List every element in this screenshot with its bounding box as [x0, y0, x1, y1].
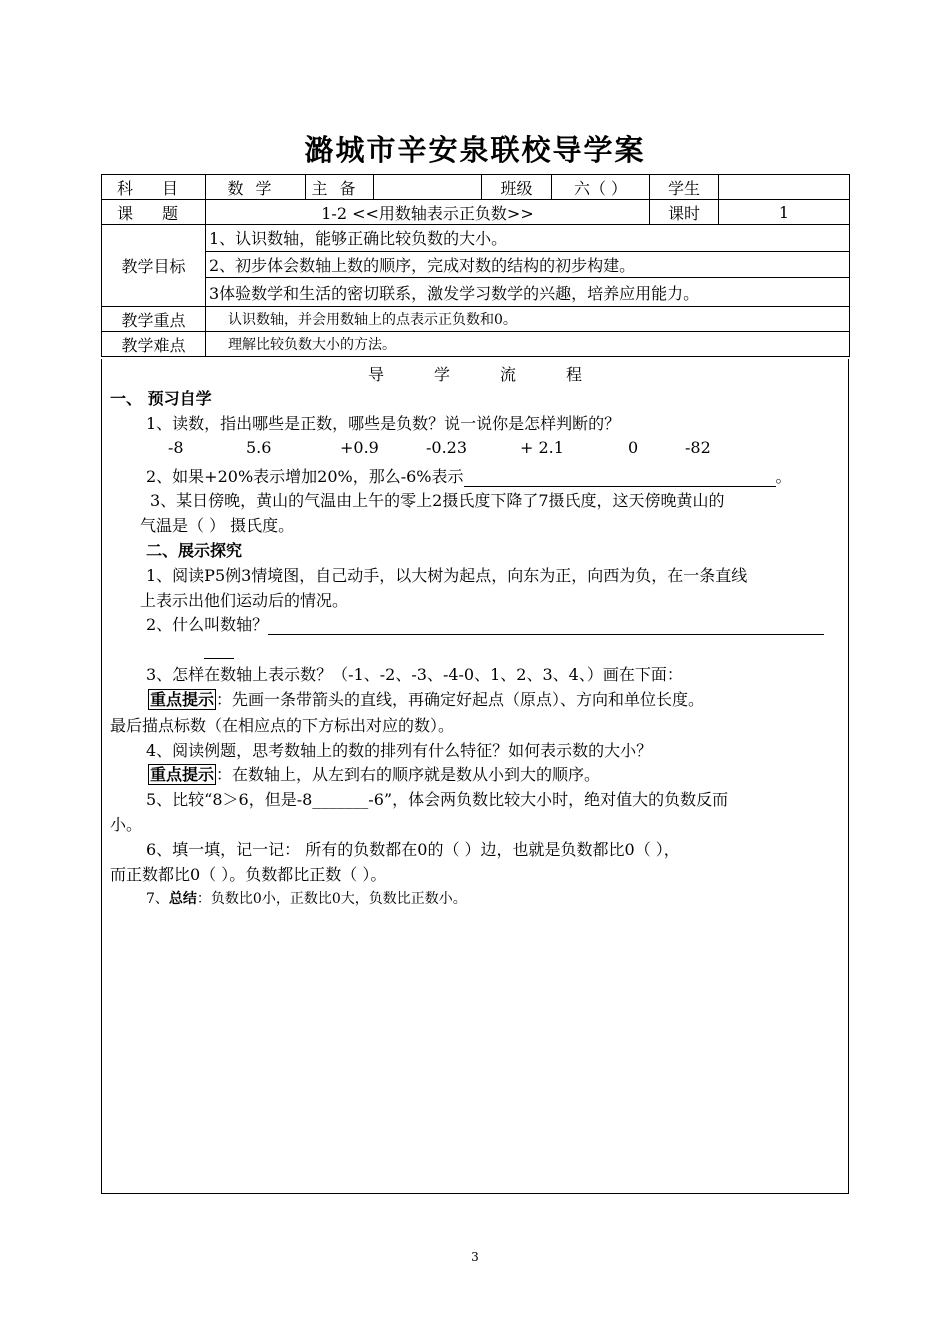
explore-5-line2: 小。 [110, 815, 143, 834]
answer-blank[interactable] [464, 468, 776, 487]
number-item: 0 [628, 438, 639, 457]
flow-title [0, 362, 950, 385]
hint-1-text: ：先画一条带箭头的直线，再确定好起点（原点）、方向和单位长度。 [216, 690, 705, 709]
student-value [719, 175, 850, 200]
explore-6-line2: 而正数都比0（ ）。负数都比正数（ ）。 [110, 865, 387, 884]
explore-2-text: 2、什么叫数轴？ [146, 615, 269, 634]
section2-heading: 二、展示探究 [146, 541, 243, 560]
preparer-label: 主备 [306, 175, 374, 200]
question-3-line2: 气温是（ ） 摄氏度。 [140, 516, 295, 535]
goals-label: 教学目标 [102, 225, 206, 307]
hint-label: 重点提示 [150, 690, 215, 709]
section1-heading: 一、 预习自学 [110, 389, 212, 408]
number-item: + 2.1 [520, 438, 564, 457]
period-label: 课时 [650, 200, 719, 225]
explore-4: 4、阅读例题，思考数轴上的数的排列有什么特征？如何表示数的大小？ [146, 741, 653, 760]
question-1: 1、读数，指出哪些是正数，哪些是负数？说一说你是怎样判断的？ [146, 414, 621, 433]
topic-value: 1-2 <<用数轴表示正负数>> [206, 200, 650, 225]
preparer-value [374, 175, 482, 200]
hint-1-line1 [148, 687, 704, 710]
explore-5-line1: 5、比较“8＞6，但是-8_______-6”，体会两负数比较大小时，绝对值大的负数反而 [146, 790, 729, 809]
student-label: 学生 [650, 175, 719, 200]
flow-title-char: 导 [367, 365, 384, 384]
goal-2: 2、初步体会数轴上数的顺序，完成对数的结构的初步构建。 [206, 251, 850, 278]
hint-1-line2: 最后描点标数（在相应点的下方标出对应的数）。 [110, 716, 455, 735]
subject-value: 数学 [206, 175, 306, 200]
lesson-info-table [101, 174, 850, 357]
key-point-label: 教学重点 [102, 307, 206, 332]
explore-7 [146, 888, 467, 908]
flow-title-char: 学 [433, 365, 450, 384]
summary-text: ：负数比0小，正数比0大，负数比正数小。 [196, 891, 467, 907]
key-point-value: 认识数轴，并会用数轴上的点表示正负数和0。 [206, 307, 850, 332]
period-value: 1 [719, 200, 850, 225]
explore-1-line2: 上表示出他们运动后的情况。 [140, 591, 349, 610]
hint-2 [148, 762, 600, 785]
difficulty-value: 理解比较负数大小的方法。 [206, 332, 850, 357]
explore-2 [146, 612, 824, 635]
document-title: 潞城市辛安泉联校导学案 [304, 133, 646, 167]
answer-blank[interactable] [268, 618, 824, 635]
goal-1: 1、认识数轴，能够正确比较负数的大小。 [206, 225, 850, 252]
answer-blank-continued[interactable] [204, 640, 234, 659]
number-item: -82 [685, 438, 711, 457]
flow-title-char: 程 [566, 365, 583, 384]
question-3-line1: 3、某日傍晚，黄山的气温由上午的零上2摄氏度下降了7摄氏度，这天傍晚黄山的 [150, 491, 725, 510]
number-item: +0.9 [340, 438, 379, 457]
answer-blank[interactable] [204, 644, 234, 659]
question-2 [146, 464, 792, 487]
question-2-text: 2、如果+20%表示增加20%，那么-6%表示 [146, 467, 464, 486]
class-value: 六（ ） [552, 175, 650, 200]
explore-6-line1: 6、填一填，记一记： 所有的负数都在0的（ ）边，也就是负数都比0（ ）， [146, 840, 680, 859]
number-item: -0.23 [426, 438, 468, 457]
explore-7-number: 7、 [146, 891, 169, 907]
question-2-end: 。 [775, 467, 792, 486]
number-item: 5.6 [246, 438, 272, 457]
goal-3: 3体验数学和生活的密切联系，激发学习数学的兴趣，培养应用能力。 [206, 278, 850, 307]
class-label: 班级 [482, 175, 552, 200]
hint-2-text: ：在数轴上，从左到右的顺序就是数从小到大的顺序。 [216, 765, 601, 784]
summary-label: 总结 [168, 891, 197, 907]
explore-3: 3、怎样在数轴上表示数？（-1、-2、-3、-4-0、1、2、3、4、）画在下面： [146, 665, 683, 684]
topic-label: 课 题 [102, 200, 206, 225]
flow-title-char: 流 [500, 365, 517, 384]
subject-label: 科 目 [102, 175, 206, 200]
explore-1-line1: 1、阅读P5例3情境图，自己动手，以大树为起点，向东为正，向西为负，在一条直线 [146, 566, 748, 585]
hint-label: 重点提示 [150, 765, 215, 784]
difficulty-label: 教学难点 [102, 332, 206, 357]
page-number: 3 [471, 1250, 479, 1264]
number-item: -8 [168, 438, 184, 457]
